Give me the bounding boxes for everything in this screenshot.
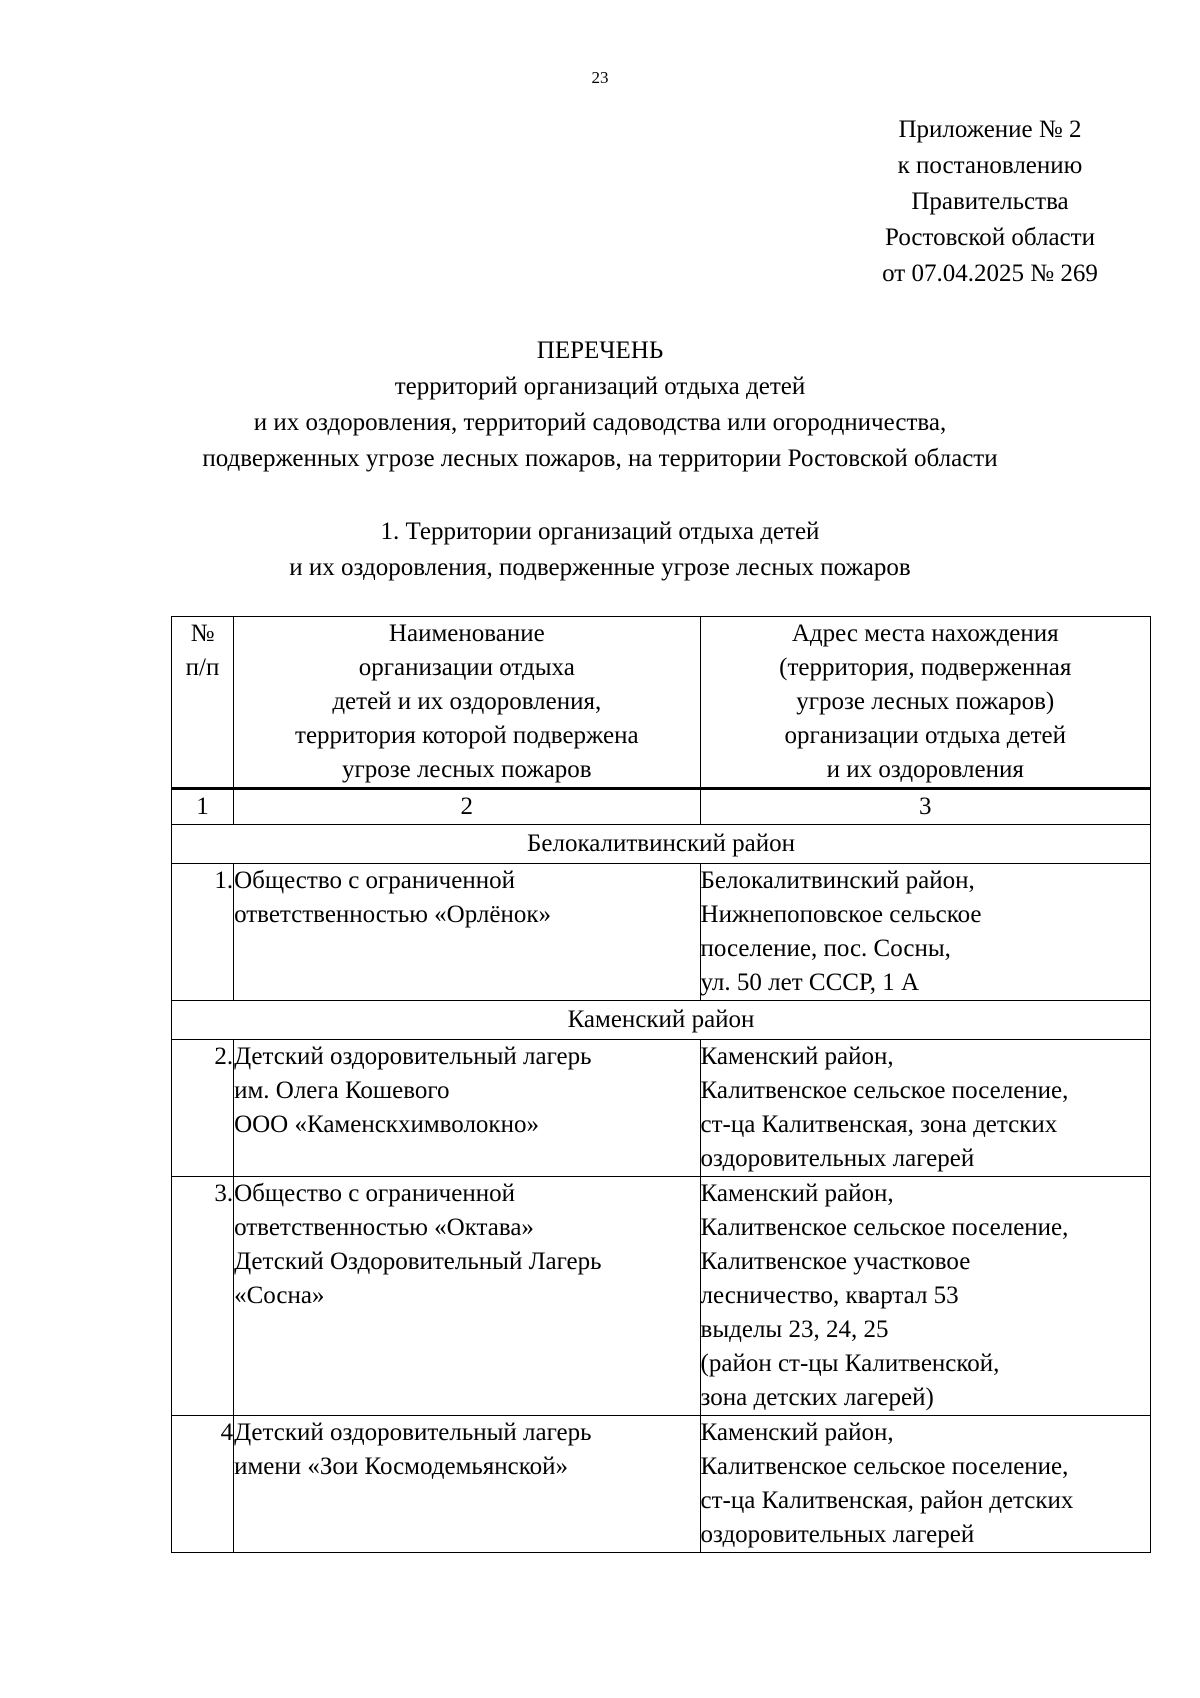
cell-line: ст-ца Калитвенская, район детских	[700, 1487, 1074, 1514]
appendix-block	[840, 112, 1140, 292]
organization-name	[234, 1040, 700, 1177]
organization-name	[234, 864, 700, 1001]
header-number	[172, 617, 234, 789]
header-address	[700, 617, 1150, 789]
document-title	[0, 333, 1200, 477]
cell-line: Каменский район,	[700, 1180, 894, 1207]
organization-name	[234, 1416, 700, 1553]
title-line: подверженных угрозе лесных пожаров, на территории Ростовской области	[202, 445, 998, 472]
title-heading: ПЕРЕЧЕНЬ	[536, 337, 664, 364]
row-number: 1.	[172, 864, 234, 1001]
cell-line: Калитвенское участковое	[700, 1248, 971, 1275]
cell-line: (район ст-цы Калитвенской,	[700, 1350, 1000, 1377]
header-line: Наименование	[388, 620, 545, 647]
cell-line: ответственностью «Октава»	[234, 1214, 534, 1241]
header-line: угрозе лесных пожаров	[341, 756, 592, 783]
row-number: 2.	[172, 1040, 234, 1177]
cell-line: лесничество, квартал 53	[700, 1282, 959, 1309]
table-row	[172, 1040, 1151, 1177]
header-line: организации отдыха детей	[784, 722, 1066, 749]
cell-line: Нижнепоповское сельское	[700, 901, 982, 928]
organization-address	[700, 1177, 1150, 1416]
cell-line: оздоровительных лагерей	[700, 1521, 975, 1548]
organization-address	[700, 864, 1150, 1001]
appendix-line: от 07.04.2025 № 269	[882, 260, 1098, 287]
organization-name	[234, 1177, 700, 1416]
table-row	[172, 864, 1151, 1001]
cell-line: зона детских лагерей)	[700, 1384, 934, 1411]
column-number: 3	[700, 789, 1150, 825]
header-line: организации отдыха	[358, 654, 575, 681]
cell-line: Детский Оздоровительный Лагерь	[234, 1248, 602, 1275]
district-row	[172, 1001, 1151, 1040]
cell-line: выделы 23, 24, 25	[700, 1316, 889, 1343]
column-number: 2	[234, 789, 700, 825]
cell-line: поселение, пос. Сосны,	[700, 935, 951, 962]
header-line: и их оздоровления	[826, 756, 1024, 783]
cell-line: Калитвенское сельское поселение,	[700, 1214, 1069, 1241]
cell-line: Белокалитвинский район,	[700, 867, 975, 894]
section-title	[0, 514, 1200, 586]
territories-table	[171, 616, 1151, 1553]
cell-line: Детский оздоровительный лагерь	[234, 1419, 592, 1446]
header-line: №	[190, 620, 215, 647]
header-line: (территория, подверженная	[779, 654, 1072, 681]
header-line: детей и их оздоровления,	[332, 688, 602, 715]
cell-line: имени «Зои Космодемьянской»	[234, 1453, 569, 1480]
district-row	[172, 825, 1151, 864]
column-number: 1	[172, 789, 234, 825]
section-line: и их оздоровления, подверженные угрозе лесных пожаров	[289, 554, 911, 581]
cell-line: Каменский район,	[700, 1419, 894, 1446]
cell-line: им. Олега Кошевого	[234, 1077, 450, 1104]
cell-line: ответственностью «Орлёнок»	[234, 901, 551, 928]
header-organization-name	[234, 617, 700, 789]
page-number: 23	[591, 68, 609, 87]
cell-line: Калитвенское сельское поселение,	[700, 1453, 1069, 1480]
cell-line: Общество с ограниченной	[234, 1180, 515, 1207]
table-row	[172, 1177, 1151, 1416]
appendix-line: Правительства	[911, 188, 1069, 215]
cell-line: Калитвенское сельское поселение,	[700, 1077, 1069, 1104]
table-header-row	[172, 617, 1151, 789]
cell-line: ООО «Каменскхимволокно»	[234, 1111, 539, 1138]
appendix-line: Ростовской области	[885, 224, 1095, 251]
row-number: 4	[172, 1416, 234, 1553]
title-line: территорий организаций отдыха детей	[394, 373, 806, 400]
title-line: и их оздоровления, территорий садоводства или огородничества,	[253, 409, 947, 436]
table-row	[172, 1416, 1151, 1553]
district-name: Белокалитвинский район	[172, 825, 1151, 864]
row-number: 3.	[172, 1177, 234, 1416]
header-line: территория которой подвержена	[295, 722, 639, 749]
column-numbers-row	[172, 789, 1151, 825]
cell-line: ул. 50 лет СССР, 1 А	[700, 969, 920, 996]
cell-line: оздоровительных лагерей	[700, 1145, 975, 1172]
cell-line: ст-ца Калитвенская, зона детских	[700, 1111, 1058, 1138]
cell-line: Детский оздоровительный лагерь	[234, 1043, 592, 1070]
section-line: 1. Территории организаций отдыха детей	[380, 518, 820, 545]
header-line: Адрес места нахождения	[791, 620, 1059, 647]
header-line: угрозе лесных пожаров)	[796, 688, 1055, 715]
cell-line: Общество с ограниченной	[234, 867, 515, 894]
cell-line: Каменский район,	[700, 1043, 894, 1070]
organization-address	[700, 1416, 1150, 1553]
district-name: Каменский район	[172, 1001, 1151, 1040]
cell-line: «Сосна»	[234, 1282, 325, 1309]
appendix-line: к постановлению	[897, 152, 1083, 179]
header-line: п/п	[185, 654, 220, 681]
appendix-line: Приложение № 2	[898, 116, 1082, 143]
organization-address	[700, 1040, 1150, 1177]
